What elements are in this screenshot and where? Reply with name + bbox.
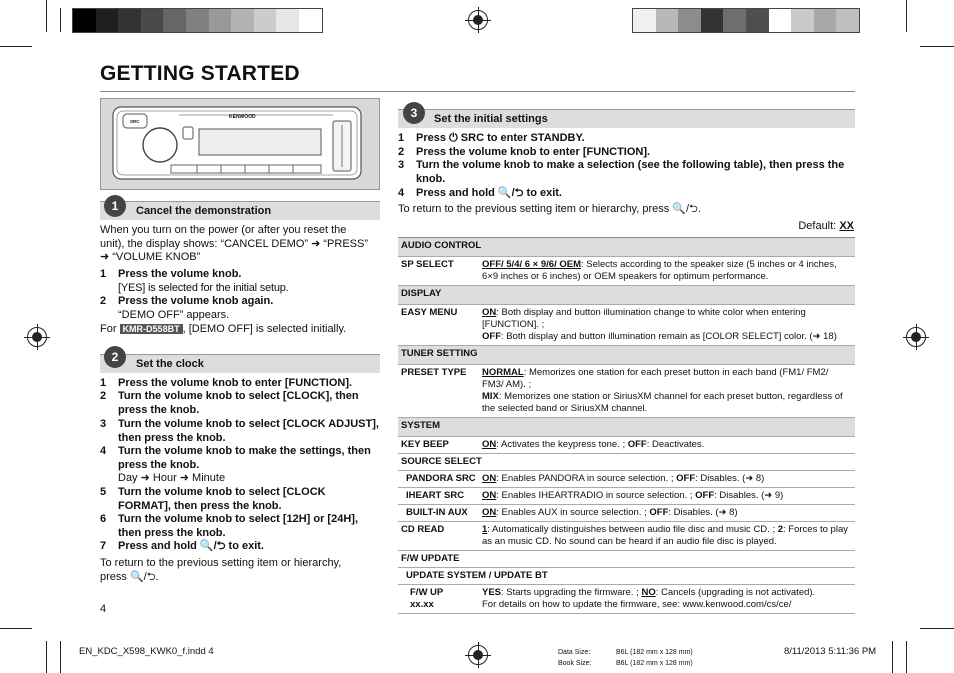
crop-mark [60, 8, 61, 32]
section-2-note: To return to the previous setting item or hierarchy, press 🔍/⮌. [100, 557, 342, 583]
step-text: Turn the volume knob to make a selection (see the following table), then press the knob. [416, 159, 845, 185]
option-on: ON [482, 507, 497, 518]
registration-mark-icon [906, 327, 926, 347]
color-swatch [299, 9, 322, 32]
setting-text: : Both display and button illumination change to white color when entering [FUNCTION]. ; [482, 307, 806, 330]
crop-mark [0, 46, 32, 47]
default-value: XX [839, 220, 854, 232]
setting-text: : Deactivates. [646, 439, 705, 450]
model-tag: KMR-D558BT [120, 324, 183, 334]
table-row [398, 365, 855, 418]
device-illustration [100, 98, 380, 190]
table-row [398, 305, 855, 346]
crop-mark [906, 641, 907, 673]
setting-text: : Enables IHEARTRADIO in source selection. ; [496, 490, 693, 501]
category-tuner-setting: TUNER SETTING [398, 346, 855, 365]
setting-text: : Forces to play as an music CD. No sound can be heard if an audio file disc is played. [482, 524, 848, 547]
setting-desc [479, 437, 855, 454]
crop-mark [60, 641, 61, 673]
footer-data-size: B6L (182 mm x 128 mm) [616, 649, 693, 656]
color-swatch [633, 9, 656, 32]
option-normal: NORMAL [482, 367, 524, 378]
option-1: 1 [482, 524, 488, 535]
option-off: OFF [676, 473, 696, 484]
option-on: ON [482, 307, 497, 318]
step-badge-2: 2 [104, 346, 126, 368]
setting-key: BUILT-IN AUX [398, 505, 479, 522]
crop-mark [906, 0, 907, 32]
color-swatch [231, 9, 254, 32]
crop-mark [920, 628, 954, 629]
setting-desc [479, 365, 855, 418]
setting-desc [479, 471, 855, 488]
footer-book-size: B6L (182 mm x 128 mm) [616, 660, 693, 667]
category-audio-control: AUDIO CONTROL [398, 238, 855, 257]
color-swatch [814, 9, 837, 32]
color-swatch [118, 9, 141, 32]
option-on: ON [482, 490, 497, 501]
color-bar-right [632, 8, 860, 33]
footer-datetime: 8/11/2013 5:11:36 PM [784, 646, 877, 657]
table-row [398, 346, 855, 365]
title-rule [100, 91, 855, 92]
option-off: OFF [627, 439, 647, 450]
step-text: Press ⏻ SRC to enter STANDBY. [416, 132, 585, 144]
step-text: Turn the volume knob to make the settings, then press the knob. [118, 445, 371, 471]
color-swatch [141, 9, 164, 32]
step-number: 3 [100, 418, 107, 430]
model-note-prefix: For [100, 323, 117, 335]
setting-text: For details on how to update the firmware, see: www.kenwood.com/cs/ce/ [482, 599, 792, 610]
option-mix: MIX [482, 391, 499, 402]
footer-data-size-label: Data Size: [558, 649, 591, 656]
section-1-heading [100, 201, 380, 220]
color-swatch [209, 9, 232, 32]
option-on: ON [482, 473, 497, 484]
step-text: Press and hold 🔍/⮌ to exit. [416, 187, 562, 199]
step-sub: “DEMO OFF” appears. [118, 309, 230, 321]
step-number: 1 [398, 132, 405, 144]
category-system: SYSTEM [398, 418, 855, 437]
setting-text: : Memorizes one station for each preset button in each band (FM1/ FM2/ FM3/ AM). ; [482, 367, 829, 390]
step-number: 5 [100, 486, 107, 498]
step-sub: Day ➜ Hour ➜ Minute [118, 472, 226, 484]
setting-text: : Selects according to the speaker size (5 inches or 4 inches, 6×9 inches or 6 inches) or OEM speakers for optimum performance. [482, 259, 837, 282]
section-2-title: Set the clock [136, 358, 204, 370]
table-row [398, 454, 855, 471]
category-display: DISPLAY [398, 286, 855, 305]
color-bar-left [72, 8, 323, 33]
color-swatch [73, 9, 96, 32]
option-yes: YES [482, 587, 502, 598]
setting-text: : Enables AUX in source selection. ; [496, 507, 647, 518]
table-row [398, 522, 855, 551]
step-text: Press the volume knob again. [118, 295, 274, 307]
color-swatch [276, 9, 299, 32]
step-number: 3 [398, 159, 405, 171]
device-src-label: SRC [130, 119, 140, 124]
table-row [398, 488, 855, 505]
subcategory-source-select: SOURCE SELECT [398, 454, 855, 471]
option-no: NO [641, 587, 656, 598]
option-off: OFF [649, 507, 669, 518]
section-1-title: Cancel the demonstration [136, 205, 272, 217]
setting-desc [479, 305, 855, 346]
table-row [398, 238, 855, 257]
setting-text: : Enables PANDORA in source selection. ; [496, 473, 674, 484]
setting-text: : Memorizes one station or SiriusXM channel for each preset button, regardless of the selected band or SiriusXM channel. [482, 391, 843, 414]
step-badge-1: 1 [104, 195, 126, 217]
default-label: Default: [798, 220, 837, 232]
table-row [398, 471, 855, 488]
page-title: GETTING STARTED [100, 62, 300, 85]
device-brand: KENWOOD [229, 114, 256, 120]
setting-text: : Disables. (➜ 8) [668, 507, 738, 518]
step-number: 1 [100, 268, 107, 280]
setting-key: PRESET TYPE [398, 365, 479, 418]
step-text: Press and hold 🔍/⮌ to exit. [118, 540, 264, 552]
crop-mark [892, 641, 893, 673]
section-2-heading [100, 354, 380, 373]
setting-key: PANDORA SRC [398, 471, 479, 488]
step-text: Turn the volume knob to select [CLOCK ADJUST], then press the knob. [118, 418, 379, 444]
step-number: 4 [398, 187, 405, 199]
step-text: Press the volume knob to enter [FUNCTION]. [118, 377, 353, 389]
step-number: 7 [100, 540, 107, 552]
option-on: ON [482, 439, 497, 450]
settings-table [398, 237, 855, 614]
model-note [100, 323, 380, 337]
color-swatch [723, 9, 746, 32]
color-swatch [769, 9, 792, 32]
step-text: Press the volume knob to enter [FUNCTION]. [416, 146, 651, 158]
step-text: Turn the volume knob to select [12H] or [24H], then press the knob. [118, 513, 358, 539]
table-row [398, 257, 855, 286]
registration-mark-icon [468, 10, 488, 30]
setting-desc [479, 488, 855, 505]
color-swatch [746, 9, 769, 32]
color-swatch [186, 9, 209, 32]
color-swatch [678, 9, 701, 32]
section-1-intro: When you turn on the power (or after you reset the unit), the display shows: “CANCEL DEMO” ➜ “PRESS” ➜ “VOLUME KNOB” [100, 224, 368, 264]
setting-text: : Automatically distinguishes between audio file disc and music CD. ; [487, 524, 776, 535]
setting-text: : Both display and button illumination remain as [COLOR SELECT] color. (➜ 18) [501, 331, 837, 342]
registration-mark-icon [468, 645, 488, 665]
crop-mark [920, 46, 954, 47]
section-3-title: Set the initial settings [434, 113, 548, 125]
color-swatch [791, 9, 814, 32]
setting-text: : Disables. (➜ 8) [695, 473, 765, 484]
firmware-version: xx.xx [410, 599, 434, 610]
table-row [398, 585, 855, 614]
step-number: 1 [100, 377, 107, 389]
setting-desc [479, 522, 855, 551]
setting-text: : Cancels (upgrading is not activated). [655, 587, 816, 598]
setting-options: OFF/ 5/4/ 6 × 9/6/ OEM [482, 259, 581, 270]
registration-mark-icon [27, 327, 47, 347]
setting-key: KEY BEEP [398, 437, 479, 454]
setting-text: : Starts upgrading the firmware. ; [501, 587, 639, 598]
color-swatch [836, 9, 859, 32]
table-row [398, 568, 855, 585]
step-badge-3: 3 [403, 102, 425, 124]
color-swatch [96, 9, 119, 32]
crop-mark [46, 641, 47, 673]
table-row [398, 505, 855, 522]
step-number: 6 [100, 513, 107, 525]
setting-key: F/W UP [410, 587, 444, 598]
step-number: 2 [100, 390, 107, 402]
setting-key: CD READ [398, 522, 479, 551]
setting-text: : Disables. (➜ 9) [714, 490, 784, 501]
step-number: 2 [398, 146, 405, 158]
footer-book-size-label: Book Size: [558, 660, 592, 667]
setting-key: EASY MENU [398, 305, 479, 346]
setting-key: IHEART SRC [398, 488, 479, 505]
setting-text: : Activates the keypress tone. ; [496, 439, 626, 450]
setting-desc [479, 257, 855, 286]
color-swatch [163, 9, 186, 32]
footer-file: EN_KDC_X598_KWK0_f.indd 4 [79, 646, 214, 657]
crop-mark [46, 0, 47, 32]
step-number: 2 [100, 295, 107, 307]
step-number: 4 [100, 445, 107, 457]
car-stereo-icon [101, 99, 379, 189]
option-off: OFF [482, 331, 501, 342]
setting-key: SP SELECT [398, 257, 479, 286]
default-legend [798, 220, 854, 234]
table-row [398, 286, 855, 305]
subcategory-update-system: UPDATE SYSTEM / UPDATE BT [398, 568, 855, 585]
page-number: 4 [100, 603, 107, 615]
table-row [398, 437, 855, 454]
crop-mark [0, 628, 32, 629]
step-sub: [YES] is selected for the initial setup. [118, 282, 289, 294]
option-2: 2 [777, 524, 784, 535]
section-3-heading [398, 109, 855, 128]
model-note-suffix: , [DEMO OFF] is selected initially. [182, 323, 347, 335]
option-off: OFF [695, 490, 715, 501]
setting-desc [479, 505, 855, 522]
subcategory-fw-update: F/W UPDATE [398, 551, 855, 568]
step-text: Turn the volume knob to select [CLOCK], then press the knob. [118, 390, 359, 416]
step-text: Press the volume knob. [118, 268, 242, 280]
setting-desc [479, 585, 855, 614]
table-row [398, 418, 855, 437]
color-swatch [701, 9, 724, 32]
color-swatch [254, 9, 277, 32]
color-swatch [656, 9, 679, 32]
table-row [398, 551, 855, 568]
step-text: Turn the volume knob to select [CLOCK FORMAT], then press the knob. [118, 486, 326, 512]
setting-key-cell [398, 585, 479, 614]
section-3-note: To return to the previous setting item or hierarchy, press 🔍/⮌. [398, 203, 701, 215]
